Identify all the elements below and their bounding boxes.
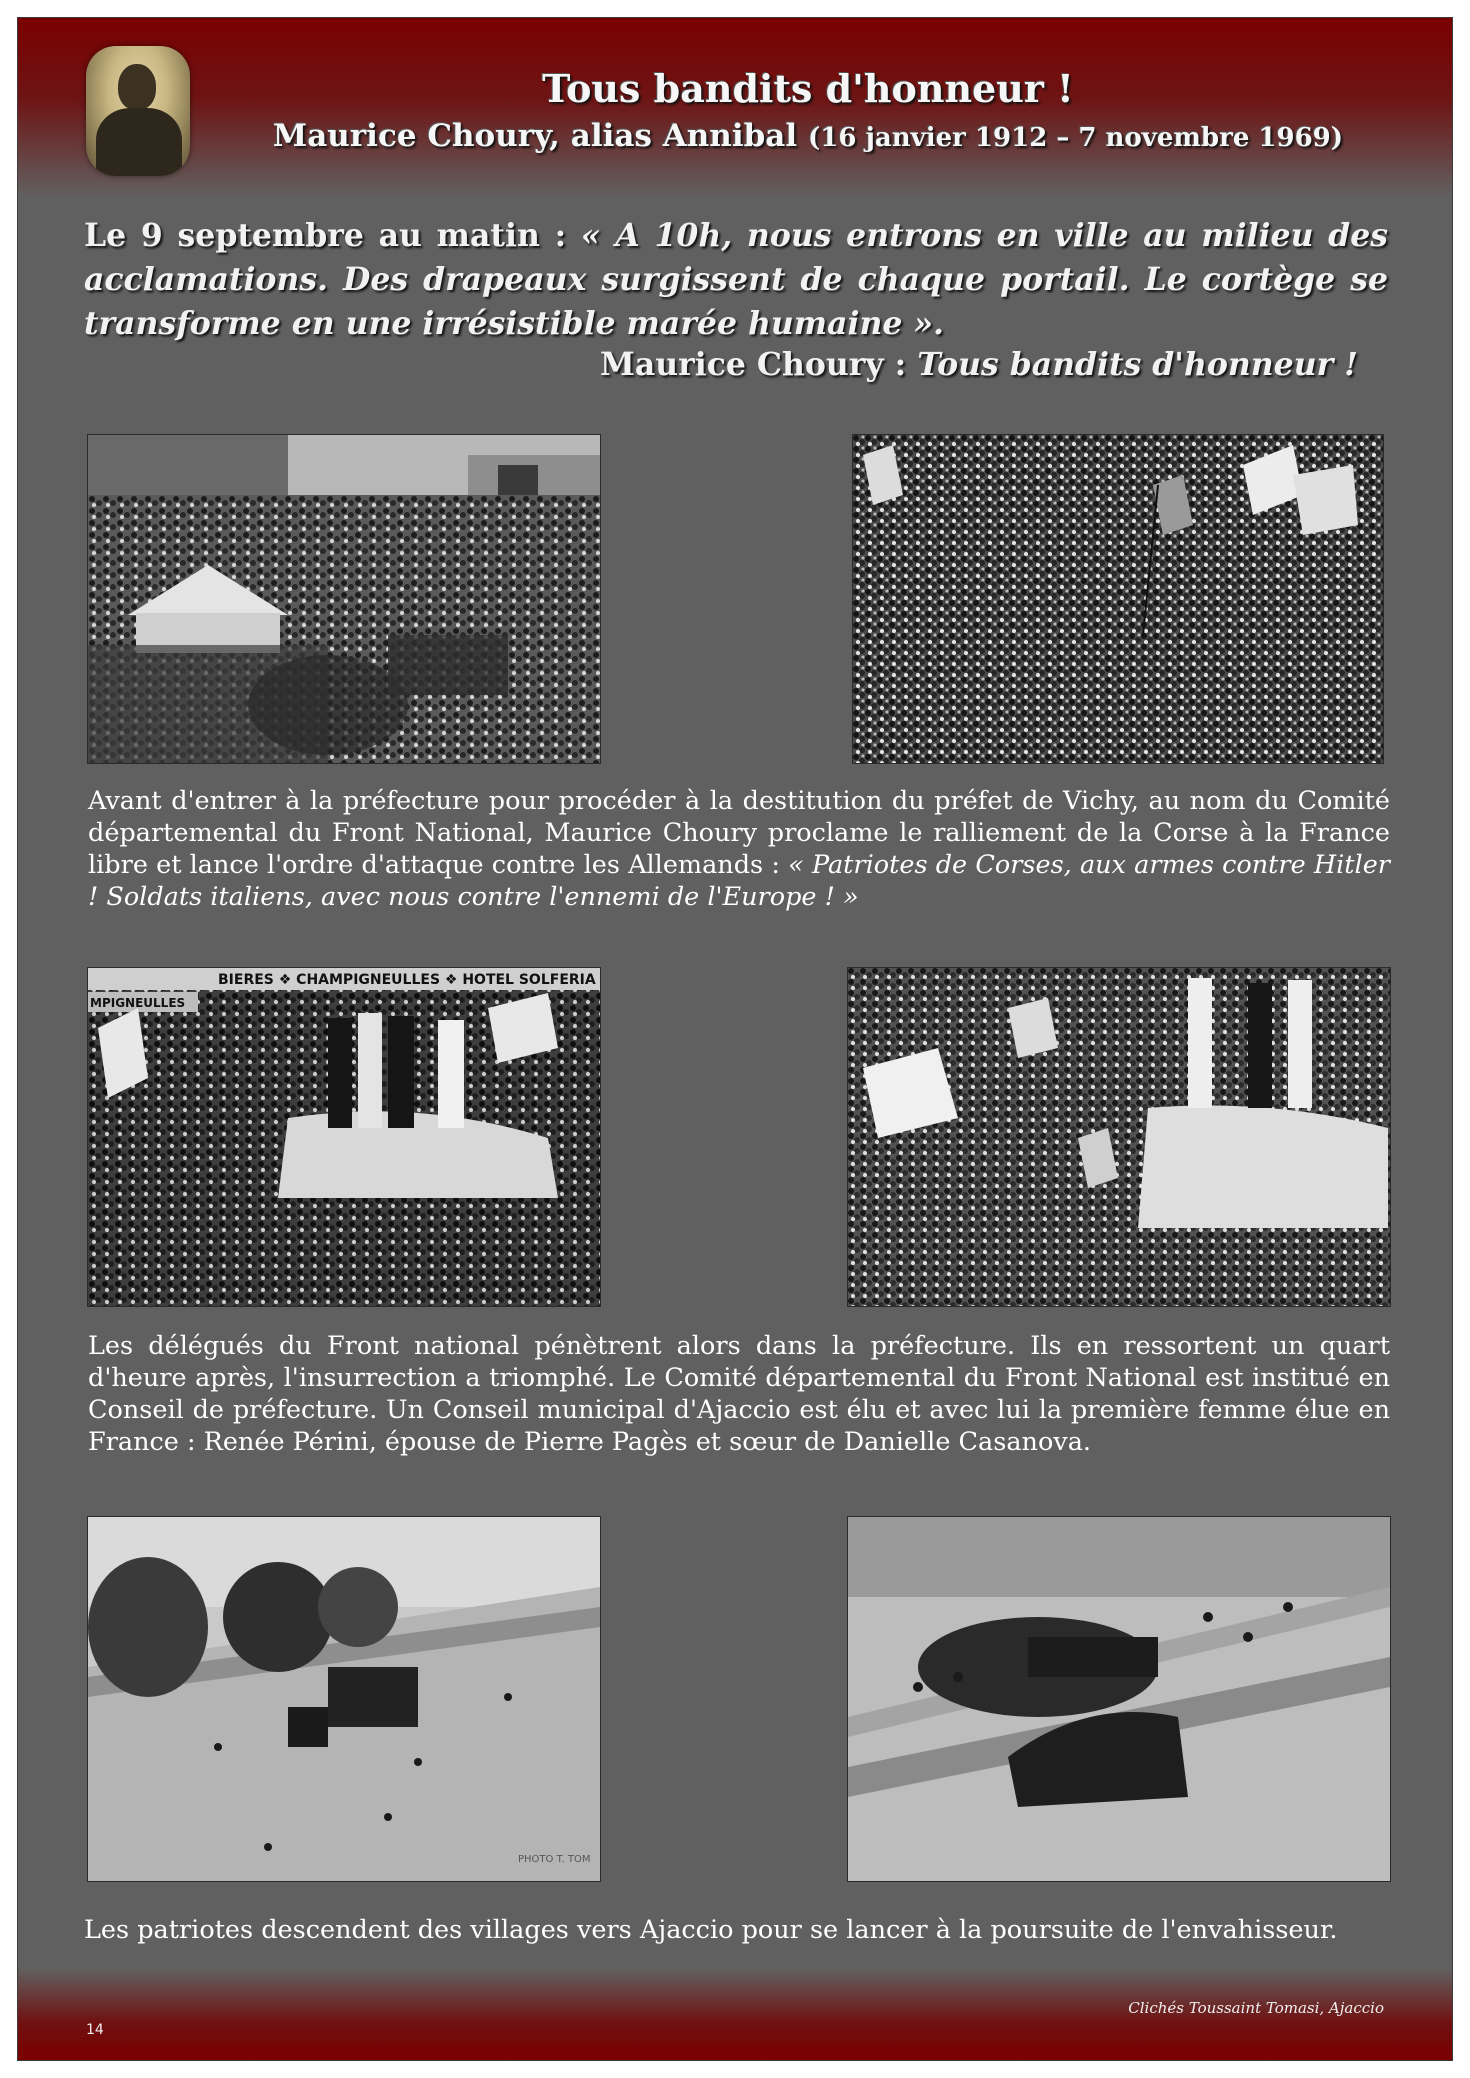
- paragraph-3: Les patriotes descendent des villages vers Ajaccio pour se lancer à la poursuite de l'envahisseur.: [84, 1915, 1338, 1945]
- quote-text: « A 10h, nous entrons en ville au milieu des acclamations. Des drapeaux surgissent de chaque portail. Le cortège se transforme en une irrésistible marée humaine ».: [84, 217, 1388, 342]
- quote-attribution: [378, 346, 1358, 383]
- paragraph-1-text: Avant d'entrer à la préfecture pour procéder à la destitution du préfet de Vichy, au nom du Comité départemental du Front National, Maurice Choury proclame le ralliement de la Corse à la France libre et lance l'ordre d'attaque contre les Allemands :: [88, 786, 1390, 880]
- photo-sign-3: MPIGNEULLES: [90, 996, 186, 1010]
- portrait-photo: [86, 46, 190, 176]
- page: [18, 18, 1452, 2060]
- photo-street-truck: [848, 1517, 1390, 1881]
- page-title: Tous bandits d'honneur !: [542, 66, 1074, 111]
- photo-street-crowd-kiosk: [88, 435, 600, 763]
- subtitle-dates: (16 janvier 1912 – 7 novembre 1969): [807, 123, 1344, 153]
- paragraph-1-quote: « Patriotes de Corses, aux armes contre Hitler ! Soldats italiens, avec nous contre l'ennemi de l'Europe ! »: [88, 850, 1390, 912]
- photo-street-cart-horse: [88, 1517, 600, 1881]
- photo-hotel-solferino-rally: [88, 968, 600, 1306]
- subtitle-name: Maurice Choury, alias Annibal: [272, 118, 798, 154]
- intro-quote: [84, 214, 1388, 346]
- page-subtitle: [218, 118, 1398, 154]
- photo-crowd-flags-1: [853, 435, 1383, 763]
- photo-sign-4: PHOTO T. TOM: [518, 1854, 591, 1865]
- photo-credit: Clichés Toussaint Tomasi, Ajaccio: [1128, 1999, 1384, 2017]
- attribution-book: Tous bandits d'honneur !: [917, 346, 1358, 383]
- quote-intro: Le 9 septembre au matin :: [84, 217, 581, 254]
- paragraph-1: [88, 785, 1390, 913]
- paragraph-2: Les délégués du Front national pénètrent alors dans la préfecture. Ils en ressortent un quart d'heure après, l'insurrection a triomphé. Le Comité départemental du Front National est institué en Conseil de préfecture. Un Conseil municipal d'Ajaccio est élu et avec lui la première femme élue en France : Renée Périni, épouse de Pierre Pagès et sœur de Danielle Casanova.: [88, 1331, 1390, 1457]
- attribution-author: Maurice Choury :: [599, 346, 918, 383]
- page-number: 14: [86, 2022, 104, 2038]
- photo-sign-2: BIERES ❖ CHAMPIGNEULLES ❖ HOTEL SOLFERIA: [218, 972, 596, 988]
- photo-crowd-flags-2: [848, 968, 1390, 1306]
